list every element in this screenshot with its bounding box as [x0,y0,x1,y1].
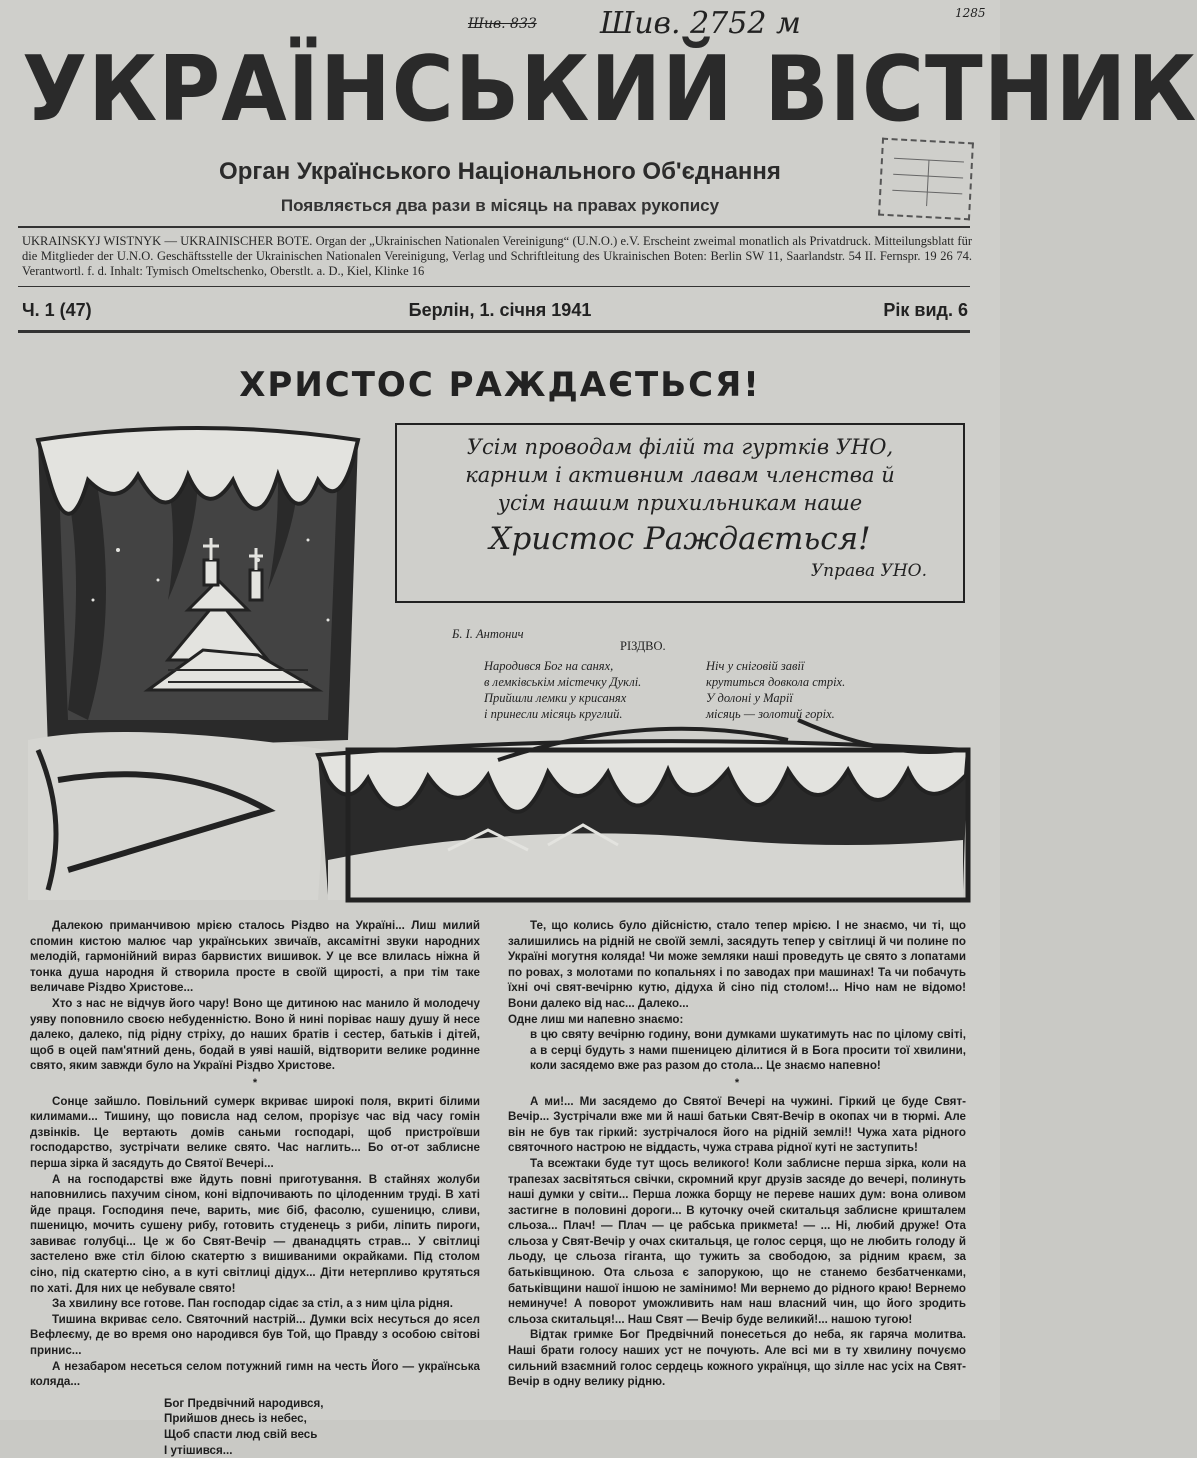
handwritten-note-left: Шив. 833 [468,16,537,32]
article-paragraph: Сонце зайшло. Повільний сумерк вкриває широкі поля, вкриті білими килимами... Тишину, що повисла над селом, прорізує час від часу гомін дзвінків. Це вертають домів саньми господарі, щоб пристроївши господарство, зустрічати велике свято. Час наглить... Бо от-от заблисне перша зірка й засядуть до Святої Вечері... [30,1094,480,1170]
greeting-line-1: Усім проводам філій та гуртків УНО, [466,435,894,459]
issue-year: Рік вид. 6 [883,300,968,320]
masthead-subtitle: Орган Українського Національного Об'єднання [219,158,781,185]
article-paragraph: Тишина вкриває село. Святочний настрій... Думки всіх несуться до ясел Вефлеєму, де во время оно народився був Той, що Правду з особою світові принис... [30,1312,480,1358]
section-divider: * [252,1076,258,1089]
stamp-graphic [887,146,970,210]
greeting-line-3: усім нашим прихильникам наше [497,491,863,515]
poem-line: Прийшли лемки у крисанях [484,691,627,705]
issue-place-date: Берлін, 1. січня 1941 [408,300,592,320]
article-paragraph: А незабаром несеться селом потужний гимн на честь Його — українська коляда... [30,1359,480,1389]
greeting-signature: Управа УНО. [810,561,927,581]
poem-title: РІЗДВО. [620,639,666,653]
column-left [30,918,480,1458]
carol-verse [164,1396,480,1458]
masthead-title: УКРАЇНСЬКИЙ ВІСТНИК [22,37,1197,142]
article-paragraph: А на господарстві вже йдуть повні приготування. В стайнях жолуби наповнились пахучим сіном, коні відпочивають по цілоденним труді. В хаті йде праця. Господиня пече, варить, миє біб, фасолю, сушеницю, сливи, пшеницю, мочить сушену рибу, готовить студенець з риби, ліпить пироги, завиває голубці... Це ж бо Свят-Вечір — дванадцять страв... У світлиці застелено вже стіл білою скатертю з вишиваними окрайками. Під столом сіно, під скатертю сіно, а в куті світлиці дідух... Діти нетерпливо крутяться по хаті. Для них це небувале свято! [30,1172,480,1295]
article-paragraph: За хвилину все готове. Пан господар сідає за стіл, а з ним ціла рідня. [52,1297,453,1311]
carol-line: І утішився... [164,1443,233,1457]
poem-line: і принесли місяць круглий. [484,707,623,721]
column-right [508,918,966,1390]
masthead-frequency: Появляється два рази в місяць на правах рукопису [280,196,720,215]
poem-line: Ніч у сніговій завії [706,659,805,673]
publisher-info-german: UKRAINSKYJ WISTNYK — UKRAINISCHER BOTE. Organ der „Ukrainischen Nationalen Vereinigung“ (U.N.O.) e.V. Erscheint zweimal monatlich als Privatdruck. Mitteilungsblatt für die Mitglieder der U.N.O. Geschäftsstelle der Ukrainischen Nationalen Vereinigung, Verlag und Schriftleitung des Ukrainischen Boten: Berlin SW 11, Saarlandstr. 54 II. Fernspr. 19 26 74. Verantwortl. f. d. Inhalt: Tymisch Omeltschenko, Oberstlt. a. D., Kiel, Klinke 16 [22,234,972,278]
carol-line: Прийшов днесь із небес, [164,1412,307,1426]
issue-number: Ч. 1 (47) [22,300,92,320]
article-paragraph: Хто з нас не відчув його чару! Воно ще дитиною нас манило й молодечу уяву поповнило своєю небуденністю. Воно й нині поріває нашу душу й несе далеко, далеко, під рідну стріху, до наших братів і сестер, батьків і дітей, щоб в оцей пам'ятний день, бодай в уяві нашій, відтворити велике родинне свято, яким завжди було на Україні Різдво Христове. [30,996,480,1073]
carol-line: Щоб спасти люд свій весь [164,1428,318,1441]
poem-line: в лемківськім містечку Дуклі. [484,675,642,689]
poem-line: місяць — золотий горіх. [706,707,835,721]
poem-right-stanza [706,658,916,722]
handwritten-shelfmark: Шив. 2752 м [600,6,801,41]
headline: ХРИСТОС РАЖДАЄТЬСЯ! [239,365,761,405]
poem-left-stanza [484,658,694,722]
carol-line: Бог Предвічний народився, [164,1396,324,1410]
poem-line: Народився Бог на санях, [484,659,614,673]
poem-author: Б. І. Антонич [452,627,524,641]
library-stamp [878,138,974,221]
article-paragraph: А ми!... Ми засядемо до Святої Вечері на чужині. Гіркий це буде Свят-Вечір... Зустрічали вже ми й наші батьки Свят-Вечір в окопах чи в тюрмі. Але він не був так гіркий: зустрічалося його на рідній землі!! Чужа хата рідного святочного настрою не віддасть, чужа страва рідної куті не заступить! [508,1094,966,1155]
article-paragraph: Та всежтаки буде тут щось великого! Коли заблисне перша зірка, коли на трапезах засвітяться свічки, скромний круг друзів засяде до вечері, полинуть наші думки у світи... Перша ложка борщу не переве наших дум: вона оливом застигне в половині дороги... В куточку очей скитальця заблисне кришталем сльоза... Плач! — Плач — це рабська прикмета! — ... Ні, любий друже! Ота сльоза у Свят-Вечір у очах скитальця, це голос серця, що не любить голоду й льоду, це сльоза гіганта, що тужить за свободою, за рідним краєм, за батьківщиною. Ота сльоза є запорукою, що не станемо безбатченками, батьківщини нашої іншою не замінимо! Ми вернемо до рідного краю! Вернемо неминуче! А поворот уможливить нам наш власний чин, що його зродить сльоза скитальця!... Наш Свят — Вечір буде великий!... нашою тугою! [508,1156,966,1326]
greeting-line-2: карним і активним лавам членства й [465,463,895,487]
rule-mid [18,286,970,287]
poem-line: крутиться довкола стріх. [706,675,846,689]
poem-line: У долоні у Марії [706,691,793,705]
article-paragraph: Відтак гримке Бог Предвічний понесеться до неба, як гаряча молитва. Наші брати голосу наших уст не почують. Але всі ми в ту хвилину почуємо сильний взаємний голос сердець кожного українця, що зілле нас усіх на Свят-Вечір в одну велику рідню. [508,1328,966,1389]
rule-issue [18,330,970,333]
article-paragraph: в цю святу вечірню годину, вони думками шукатимуть нас по цілому світі, а в серці будуть з нами пшеницею ділитися й в Бога просити тої хвилини, коли засядемо вже раз разом до стола... Це знаємо напевно! [530,1028,966,1073]
greeting-big: Христос Раждається! [489,521,871,557]
handwritten-page-number: 1285 [955,6,986,20]
rule-top [18,226,970,228]
article-paragraph: Одне лиш ми напевно знаємо: [508,1012,684,1026]
greeting-box [395,423,965,603]
section-divider: * [734,1076,740,1089]
article-paragraph: Те, що колись було дійсністю, стало тепер мрією. І не знаємо, чи ті, що залишились на рідній не своїй землі, засядуть тепер у світлиці й чи полине по Україні могутня коляда! Чи може земляки наші проведуть це свято з лопатами по ровах, з молотами по копальнях і по заводах при машинах! Та чи побачуть їхні очі свят-вечірню кутю, дідуха й сіно під столом!... Нічо нам не відомо! Вони далеко від нас... Далеко... [508,919,966,1010]
article-paragraph: Далекою приманчивою мрією сталось Різдво на Україні... Лиш милий спомин кистою малює чар українських звичаїв, аксамітні звуки народних мелодій, гармонійний вираз барвистих вишивок. У це все влилась ніжна й тонка душа народня й створила просте в своїй щирості, а при тім таке величаве Різдво Христове... [30,919,480,995]
